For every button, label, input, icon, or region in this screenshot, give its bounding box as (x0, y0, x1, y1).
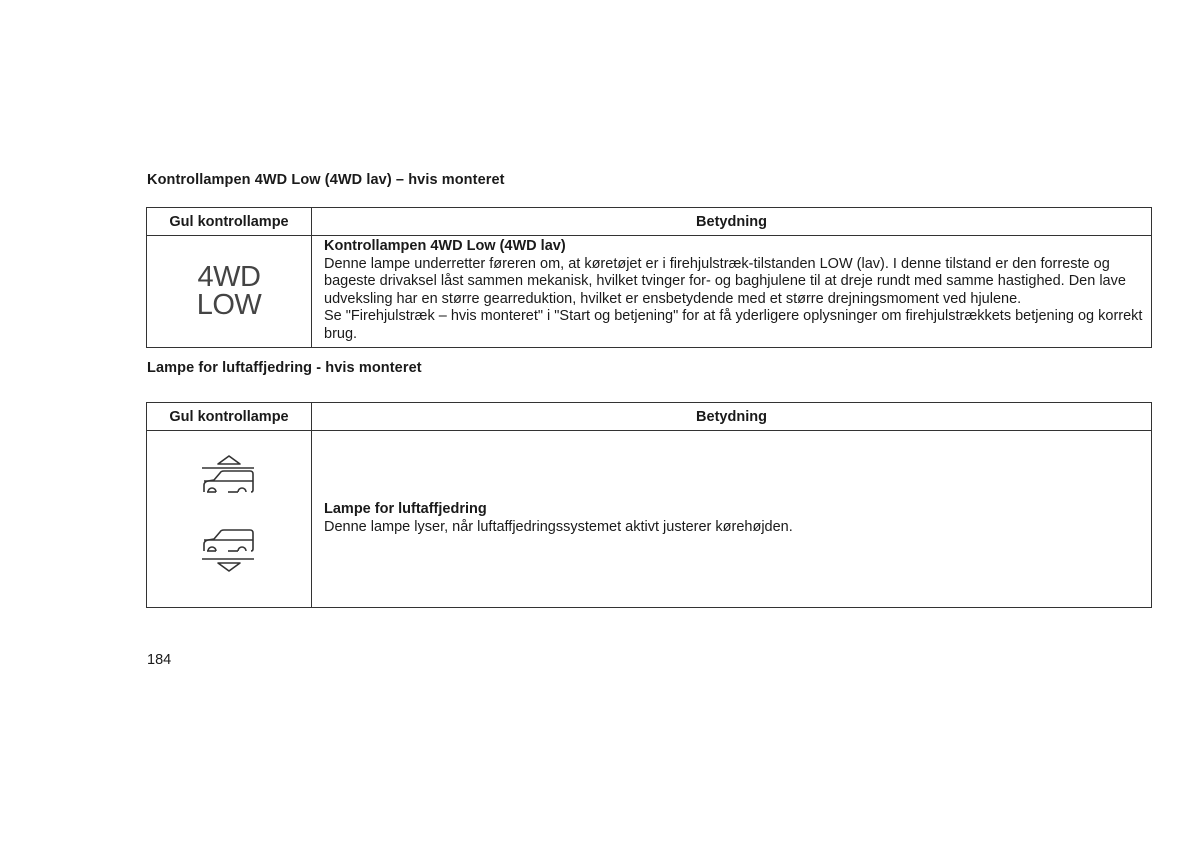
lamp-description: Denne lampe underretter føreren om, at køretøjet er i firehjulstræk-tilstanden LOW (lav). I denne tilstand er den forreste og bageste drivaksel låst sammen mekanisk, hvilket tvinger for- og baghjulene til at dreje rundt med samme hastighed. Den lave udveksling har en større gearreduktion, hvilket er ensbetydende med et større drejningsmoment ved hjulene. (324, 255, 1126, 307)
lamp-reference: Se "Firehjulstræk – hvis monteret" i "Start og betjening" for at få yderligere oplysninger om firehjulstrækkets betjening og korrekt brug. (324, 308, 1143, 342)
table-4wd-low (146, 207, 1152, 348)
4wd-low-icon (147, 261, 311, 322)
air-suspension-icons (194, 452, 264, 582)
car-lower-icon (202, 530, 254, 571)
car-raise-icon (202, 456, 254, 492)
col-header-lamp: Gul kontrollampe (147, 403, 312, 431)
meaning-cell (312, 431, 1152, 608)
icon-cell (147, 431, 312, 608)
table-header-row (147, 403, 1152, 431)
lamp-title: Kontrollampen 4WD Low (4WD lav) (324, 238, 566, 254)
col-header-meaning: Betydning (312, 403, 1152, 431)
section-heading-air-suspension: Lampe for luftaffjedring - hvis monteret (147, 360, 422, 376)
table-header-row (147, 208, 1152, 236)
icon-line-2: LOW (196, 289, 262, 322)
table-row (147, 236, 1152, 348)
icon-line-1: 4WD (197, 261, 261, 294)
meaning-cell (312, 236, 1152, 348)
section-heading-4wd-low: Kontrollampen 4WD Low (4WD lav) – hvis monteret (147, 172, 505, 188)
lamp-title: Lampe for luftaffjedring (324, 500, 487, 517)
icon-cell (147, 236, 312, 348)
table-air-suspension (146, 402, 1152, 608)
table-row (147, 431, 1152, 608)
col-header-meaning: Betydning (312, 208, 1152, 236)
col-header-lamp: Gul kontrollampe (147, 208, 312, 236)
page-number: 184 (147, 652, 172, 668)
lamp-description: Denne lampe lyser, når luftaffjedringssystemet aktivt justerer kørehøjden. (324, 518, 793, 535)
